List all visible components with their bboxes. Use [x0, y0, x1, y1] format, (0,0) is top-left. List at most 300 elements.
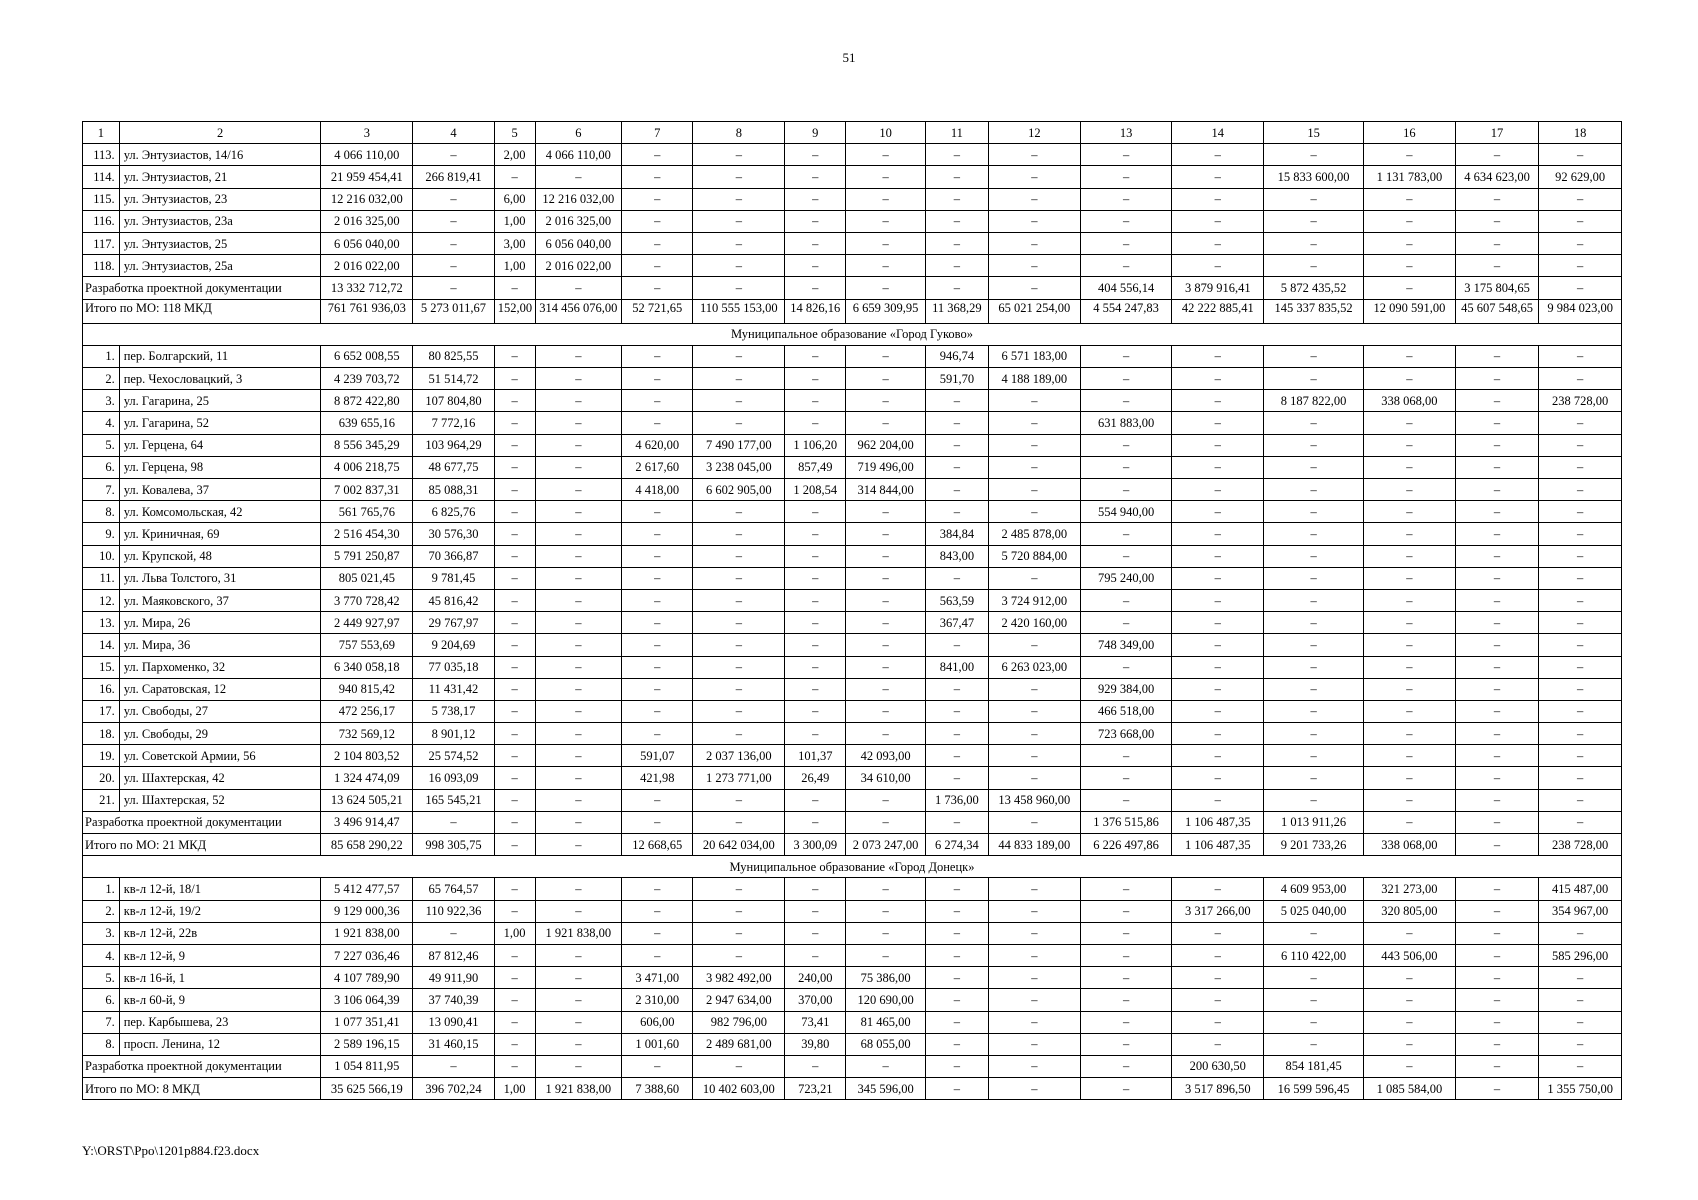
- value-cell: –: [535, 834, 622, 856]
- value-cell: –: [1455, 456, 1539, 478]
- value-cell: –: [494, 567, 535, 589]
- value-cell: –: [1264, 368, 1364, 390]
- value-cell: 75 386,00: [846, 967, 925, 989]
- value-cell: –: [535, 900, 622, 922]
- value-cell: –: [413, 232, 495, 254]
- value-cell: 200 630,50: [1172, 1055, 1264, 1077]
- row-number-cell: 17.: [83, 700, 120, 722]
- municipality-section-title: Муниципальное образование «Город Гуково»: [83, 323, 1622, 345]
- value-cell: –: [925, 412, 988, 434]
- value-cell: 2 016 325,00: [321, 210, 413, 232]
- row-number-cell: 18.: [83, 723, 120, 745]
- value-cell: –: [1172, 922, 1264, 944]
- value-cell: 1 921 838,00: [321, 922, 413, 944]
- value-cell: –: [1080, 523, 1172, 545]
- summary-label-cell: Итого по МО: 118 МКД: [83, 299, 321, 323]
- value-cell: –: [494, 1011, 535, 1033]
- value-cell: 6 652 008,55: [321, 345, 413, 367]
- value-cell: –: [785, 501, 846, 523]
- value-cell: –: [925, 700, 988, 722]
- value-cell: –: [622, 723, 693, 745]
- table-row: [83, 700, 1622, 722]
- value-cell: –: [535, 1011, 622, 1033]
- value-cell: 338 068,00: [1364, 834, 1456, 856]
- value-cell: –: [413, 144, 495, 166]
- value-cell: –: [1539, 1055, 1622, 1077]
- value-cell: –: [535, 678, 622, 700]
- value-cell: –: [1172, 589, 1264, 611]
- value-cell: 1 921 838,00: [535, 922, 622, 944]
- value-cell: 9 984 023,00: [1539, 299, 1622, 323]
- value-cell: 795 240,00: [1080, 567, 1172, 589]
- value-cell: –: [494, 989, 535, 1011]
- value-cell: –: [622, 878, 693, 900]
- value-cell: –: [925, 501, 988, 523]
- value-cell: –: [494, 612, 535, 634]
- value-cell: –: [846, 545, 925, 567]
- value-cell: –: [1172, 345, 1264, 367]
- table-row: [83, 789, 1622, 811]
- value-cell: –: [1539, 545, 1622, 567]
- value-cell: 87 812,46: [413, 944, 495, 966]
- value-cell: 3 300,09: [785, 834, 846, 856]
- value-cell: –: [925, 967, 988, 989]
- value-cell: 396 702,24: [413, 1078, 495, 1100]
- value-cell: –: [494, 1033, 535, 1055]
- value-cell: –: [1080, 589, 1172, 611]
- value-cell: –: [785, 412, 846, 434]
- value-cell: –: [989, 567, 1081, 589]
- value-cell: –: [1455, 878, 1539, 900]
- value-cell: –: [1364, 545, 1456, 567]
- value-cell: 3 724 912,00: [989, 589, 1081, 611]
- value-cell: –: [1264, 523, 1364, 545]
- value-cell: –: [1080, 789, 1172, 811]
- address-cell: ул. Саратовская, 12: [119, 678, 321, 700]
- value-cell: 719 496,00: [846, 456, 925, 478]
- value-cell: 85 088,31: [413, 479, 495, 501]
- value-cell: –: [1264, 589, 1364, 611]
- value-cell: –: [1264, 456, 1364, 478]
- value-cell: 354 967,00: [1539, 900, 1622, 922]
- value-cell: –: [989, 412, 1081, 434]
- value-cell: –: [785, 166, 846, 188]
- value-cell: –: [925, 678, 988, 700]
- table-body: [83, 122, 1622, 1100]
- value-cell: –: [693, 166, 785, 188]
- value-cell: –: [989, 811, 1081, 833]
- table-row: [83, 144, 1622, 166]
- value-cell: –: [1455, 989, 1539, 1011]
- summary-label-cell: Итого по МО: 21 МКД: [83, 834, 321, 856]
- value-cell: 92 629,00: [1539, 166, 1622, 188]
- value-cell: –: [785, 232, 846, 254]
- table-row: [83, 166, 1622, 188]
- value-cell: –: [1539, 501, 1622, 523]
- table-row: [83, 345, 1622, 367]
- value-cell: 4 634 623,00: [1455, 166, 1539, 188]
- value-cell: –: [535, 277, 622, 299]
- value-cell: 5 720 884,00: [989, 545, 1081, 567]
- value-cell: –: [785, 255, 846, 277]
- value-cell: –: [494, 345, 535, 367]
- value-cell: 1 376 515,86: [1080, 811, 1172, 833]
- value-cell: 5 872 435,52: [1264, 277, 1364, 299]
- value-cell: –: [1539, 723, 1622, 745]
- value-cell: 6 056 040,00: [535, 232, 622, 254]
- value-cell: 6 659 309,95: [846, 299, 925, 323]
- value-cell: –: [989, 878, 1081, 900]
- value-cell: –: [1455, 745, 1539, 767]
- value-cell: –: [1080, 1055, 1172, 1077]
- value-cell: –: [1364, 678, 1456, 700]
- value-cell: –: [1455, 501, 1539, 523]
- value-cell: –: [785, 277, 846, 299]
- value-cell: –: [1264, 210, 1364, 232]
- value-cell: –: [1455, 967, 1539, 989]
- value-cell: –: [1172, 545, 1264, 567]
- value-cell: –: [1539, 277, 1622, 299]
- table-row: [83, 255, 1622, 277]
- value-cell: –: [846, 634, 925, 656]
- value-cell: 6 602 905,00: [693, 479, 785, 501]
- value-cell: 367,47: [925, 612, 988, 634]
- value-cell: 4 066 110,00: [321, 144, 413, 166]
- value-cell: –: [1080, 612, 1172, 634]
- value-cell: 11 431,42: [413, 678, 495, 700]
- value-cell: –: [1080, 878, 1172, 900]
- value-cell: 12 216 032,00: [535, 188, 622, 210]
- value-cell: 4 066 110,00: [535, 144, 622, 166]
- value-cell: 103 964,29: [413, 434, 495, 456]
- value-cell: –: [846, 612, 925, 634]
- value-cell: 2,00: [494, 144, 535, 166]
- value-cell: 940 815,42: [321, 678, 413, 700]
- value-cell: –: [989, 1011, 1081, 1033]
- value-cell: –: [925, 745, 988, 767]
- value-cell: –: [1455, 144, 1539, 166]
- value-cell: –: [989, 456, 1081, 478]
- value-cell: 314 844,00: [846, 479, 925, 501]
- value-cell: –: [1539, 1011, 1622, 1033]
- row-number-cell: 20.: [83, 767, 120, 789]
- row-number-cell: 3.: [83, 390, 120, 412]
- value-cell: –: [1539, 523, 1622, 545]
- column-number-header: 8: [693, 122, 785, 144]
- value-cell: –: [1455, 368, 1539, 390]
- value-cell: –: [535, 745, 622, 767]
- address-cell: ул. Криничная, 69: [119, 523, 321, 545]
- value-cell: 421,98: [622, 767, 693, 789]
- value-cell: 6 263 023,00: [989, 656, 1081, 678]
- value-cell: –: [785, 1055, 846, 1077]
- value-cell: –: [989, 745, 1081, 767]
- value-cell: –: [622, 188, 693, 210]
- value-cell: –: [1364, 723, 1456, 745]
- row-number-cell: 14.: [83, 634, 120, 656]
- value-cell: –: [693, 545, 785, 567]
- value-cell: –: [693, 412, 785, 434]
- row-number-cell: 11.: [83, 567, 120, 589]
- value-cell: –: [785, 390, 846, 412]
- address-cell: ул. Пархоменко, 32: [119, 656, 321, 678]
- value-cell: –: [494, 811, 535, 833]
- value-cell: –: [785, 144, 846, 166]
- value-cell: 12 090 591,00: [1364, 299, 1456, 323]
- table-row: [83, 922, 1622, 944]
- address-cell: ул. Свободы, 27: [119, 700, 321, 722]
- value-cell: –: [989, 900, 1081, 922]
- value-cell: –: [622, 789, 693, 811]
- value-cell: 415 487,00: [1539, 878, 1622, 900]
- value-cell: –: [846, 678, 925, 700]
- value-cell: –: [925, 166, 988, 188]
- row-number-cell: 10.: [83, 545, 120, 567]
- column-number-header: 3: [321, 122, 413, 144]
- value-cell: –: [925, 255, 988, 277]
- table-row: [83, 1033, 1622, 1055]
- table-row: [83, 723, 1622, 745]
- table-row: [83, 767, 1622, 789]
- value-cell: –: [1539, 188, 1622, 210]
- value-cell: –: [1364, 434, 1456, 456]
- value-cell: –: [925, 634, 988, 656]
- value-cell: –: [622, 545, 693, 567]
- table-row: [83, 567, 1622, 589]
- value-cell: 606,00: [622, 1011, 693, 1033]
- row-number-cell: 5.: [83, 967, 120, 989]
- value-cell: 4 006 218,75: [321, 456, 413, 478]
- value-cell: 841,00: [925, 656, 988, 678]
- value-cell: –: [1080, 656, 1172, 678]
- value-cell: 1 106 487,35: [1172, 811, 1264, 833]
- value-cell: 748 349,00: [1080, 634, 1172, 656]
- value-cell: –: [785, 656, 846, 678]
- value-cell: 1 013 911,26: [1264, 811, 1364, 833]
- row-number-cell: 1.: [83, 345, 120, 367]
- value-cell: –: [693, 523, 785, 545]
- value-cell: –: [1172, 723, 1264, 745]
- value-cell: –: [535, 767, 622, 789]
- value-cell: –: [989, 166, 1081, 188]
- address-cell: ул. Герцена, 98: [119, 456, 321, 478]
- column-number-header: 14: [1172, 122, 1264, 144]
- value-cell: 857,49: [785, 456, 846, 478]
- value-cell: 16 093,09: [413, 767, 495, 789]
- value-cell: –: [693, 345, 785, 367]
- value-cell: 998 305,75: [413, 834, 495, 856]
- value-cell: –: [1080, 1011, 1172, 1033]
- value-cell: –: [1539, 700, 1622, 722]
- table-row: [83, 612, 1622, 634]
- value-cell: –: [1364, 811, 1456, 833]
- value-cell: –: [1364, 634, 1456, 656]
- value-cell: –: [1080, 188, 1172, 210]
- value-cell: –: [846, 700, 925, 722]
- column-number-header: 10: [846, 122, 925, 144]
- value-cell: 585 296,00: [1539, 944, 1622, 966]
- value-cell: –: [1264, 232, 1364, 254]
- row-number-cell: 16.: [83, 678, 120, 700]
- value-cell: –: [1364, 745, 1456, 767]
- value-cell: –: [1264, 767, 1364, 789]
- value-cell: –: [1172, 656, 1264, 678]
- value-cell: –: [846, 232, 925, 254]
- address-cell: ул. Советской Армии, 56: [119, 745, 321, 767]
- row-number-cell: 7.: [83, 479, 120, 501]
- value-cell: –: [785, 922, 846, 944]
- value-cell: –: [785, 345, 846, 367]
- value-cell: –: [693, 922, 785, 944]
- value-cell: 563,59: [925, 589, 988, 611]
- value-cell: –: [1455, 589, 1539, 611]
- table-row: [83, 678, 1622, 700]
- value-cell: 314 456 076,00: [535, 299, 622, 323]
- value-cell: 13 332 712,72: [321, 277, 413, 299]
- value-cell: 77 035,18: [413, 656, 495, 678]
- summary-label-cell: Итого по МО: 8 МКД: [83, 1078, 321, 1100]
- table-row: [83, 456, 1622, 478]
- value-cell: –: [846, 944, 925, 966]
- row-number-cell: 8.: [83, 501, 120, 523]
- summary-row: [83, 834, 1622, 856]
- value-cell: –: [785, 944, 846, 966]
- address-cell: ул. Шахтерская, 42: [119, 767, 321, 789]
- value-cell: 2 104 803,52: [321, 745, 413, 767]
- value-cell: –: [494, 277, 535, 299]
- value-cell: –: [494, 523, 535, 545]
- value-cell: –: [535, 1055, 622, 1077]
- value-cell: –: [1364, 1033, 1456, 1055]
- value-cell: –: [494, 166, 535, 188]
- value-cell: –: [622, 255, 693, 277]
- value-cell: 81 465,00: [846, 1011, 925, 1033]
- value-cell: 80 825,55: [413, 345, 495, 367]
- address-cell: ул. Энтузиастов, 21: [119, 166, 321, 188]
- value-cell: 68 055,00: [846, 1033, 925, 1055]
- value-cell: –: [693, 1055, 785, 1077]
- value-cell: –: [693, 723, 785, 745]
- value-cell: –: [1455, 390, 1539, 412]
- table-row: [83, 188, 1622, 210]
- value-cell: –: [622, 589, 693, 611]
- value-cell: –: [925, 900, 988, 922]
- value-cell: 238 728,00: [1539, 390, 1622, 412]
- value-cell: –: [622, 922, 693, 944]
- value-cell: 962 204,00: [846, 434, 925, 456]
- table-row: [83, 523, 1622, 545]
- value-cell: 4 554 247,83: [1080, 299, 1172, 323]
- value-cell: –: [846, 811, 925, 833]
- value-cell: –: [1080, 255, 1172, 277]
- value-cell: –: [494, 900, 535, 922]
- value-cell: –: [693, 501, 785, 523]
- value-cell: –: [1172, 944, 1264, 966]
- value-cell: 554 940,00: [1080, 501, 1172, 523]
- column-number-header: 18: [1539, 122, 1622, 144]
- value-cell: –: [989, 1055, 1081, 1077]
- value-cell: 152,00: [494, 299, 535, 323]
- value-cell: 843,00: [925, 545, 988, 567]
- value-cell: 3 175 804,65: [1455, 277, 1539, 299]
- value-cell: –: [1264, 567, 1364, 589]
- value-cell: 5 025 040,00: [1264, 900, 1364, 922]
- column-number-header: 15: [1264, 122, 1364, 144]
- value-cell: 2 489 681,00: [693, 1033, 785, 1055]
- value-cell: –: [622, 678, 693, 700]
- summary-row: [83, 811, 1622, 833]
- value-cell: 4 418,00: [622, 479, 693, 501]
- value-cell: –: [535, 1033, 622, 1055]
- value-cell: 1 054 811,95: [321, 1055, 413, 1077]
- value-cell: 1 273 771,00: [693, 767, 785, 789]
- value-cell: –: [1264, 789, 1364, 811]
- value-cell: –: [1455, 789, 1539, 811]
- address-cell: ул. Мира, 26: [119, 612, 321, 634]
- value-cell: –: [989, 479, 1081, 501]
- address-cell: пер. Болгарский, 11: [119, 345, 321, 367]
- value-cell: –: [413, 188, 495, 210]
- value-cell: 4 609 953,00: [1264, 878, 1364, 900]
- table-row: [83, 501, 1622, 523]
- value-cell: –: [1455, 700, 1539, 722]
- value-cell: –: [1172, 368, 1264, 390]
- value-cell: –: [989, 277, 1081, 299]
- value-cell: –: [1539, 745, 1622, 767]
- value-cell: 14 826,16: [785, 299, 846, 323]
- value-cell: 13 090,41: [413, 1011, 495, 1033]
- address-cell: ул. Энтузиастов, 14/16: [119, 144, 321, 166]
- value-cell: 854 181,45: [1264, 1055, 1364, 1077]
- value-cell: –: [1455, 1078, 1539, 1100]
- row-number-cell: 5.: [83, 434, 120, 456]
- table-row: [83, 878, 1622, 900]
- value-cell: –: [1364, 1011, 1456, 1033]
- value-cell: 1 736,00: [925, 789, 988, 811]
- value-cell: –: [989, 944, 1081, 966]
- value-cell: –: [1455, 434, 1539, 456]
- value-cell: –: [693, 634, 785, 656]
- address-cell: кв-л 60-й, 9: [119, 989, 321, 1011]
- value-cell: –: [846, 501, 925, 523]
- value-cell: –: [785, 700, 846, 722]
- value-cell: –: [785, 589, 846, 611]
- value-cell: –: [925, 456, 988, 478]
- row-number-cell: 6.: [83, 989, 120, 1011]
- row-number-cell: 118.: [83, 255, 120, 277]
- value-cell: –: [535, 501, 622, 523]
- row-number-cell: 114.: [83, 166, 120, 188]
- address-cell: ул. Маяковского, 37: [119, 589, 321, 611]
- value-cell: –: [1264, 678, 1364, 700]
- value-cell: –: [413, 922, 495, 944]
- value-cell: –: [535, 967, 622, 989]
- budget-table-container: [82, 121, 1622, 1100]
- address-cell: ул. Гагарина, 52: [119, 412, 321, 434]
- value-cell: 9 201 733,26: [1264, 834, 1364, 856]
- value-cell: –: [1539, 1033, 1622, 1055]
- value-cell: –: [1172, 210, 1264, 232]
- value-cell: –: [989, 390, 1081, 412]
- value-cell: –: [925, 944, 988, 966]
- value-cell: –: [1455, 479, 1539, 501]
- value-cell: –: [925, 723, 988, 745]
- value-cell: –: [1364, 144, 1456, 166]
- value-cell: –: [925, 188, 988, 210]
- value-cell: 10 402 603,00: [693, 1078, 785, 1100]
- row-number-cell: 4.: [83, 412, 120, 434]
- value-cell: –: [494, 589, 535, 611]
